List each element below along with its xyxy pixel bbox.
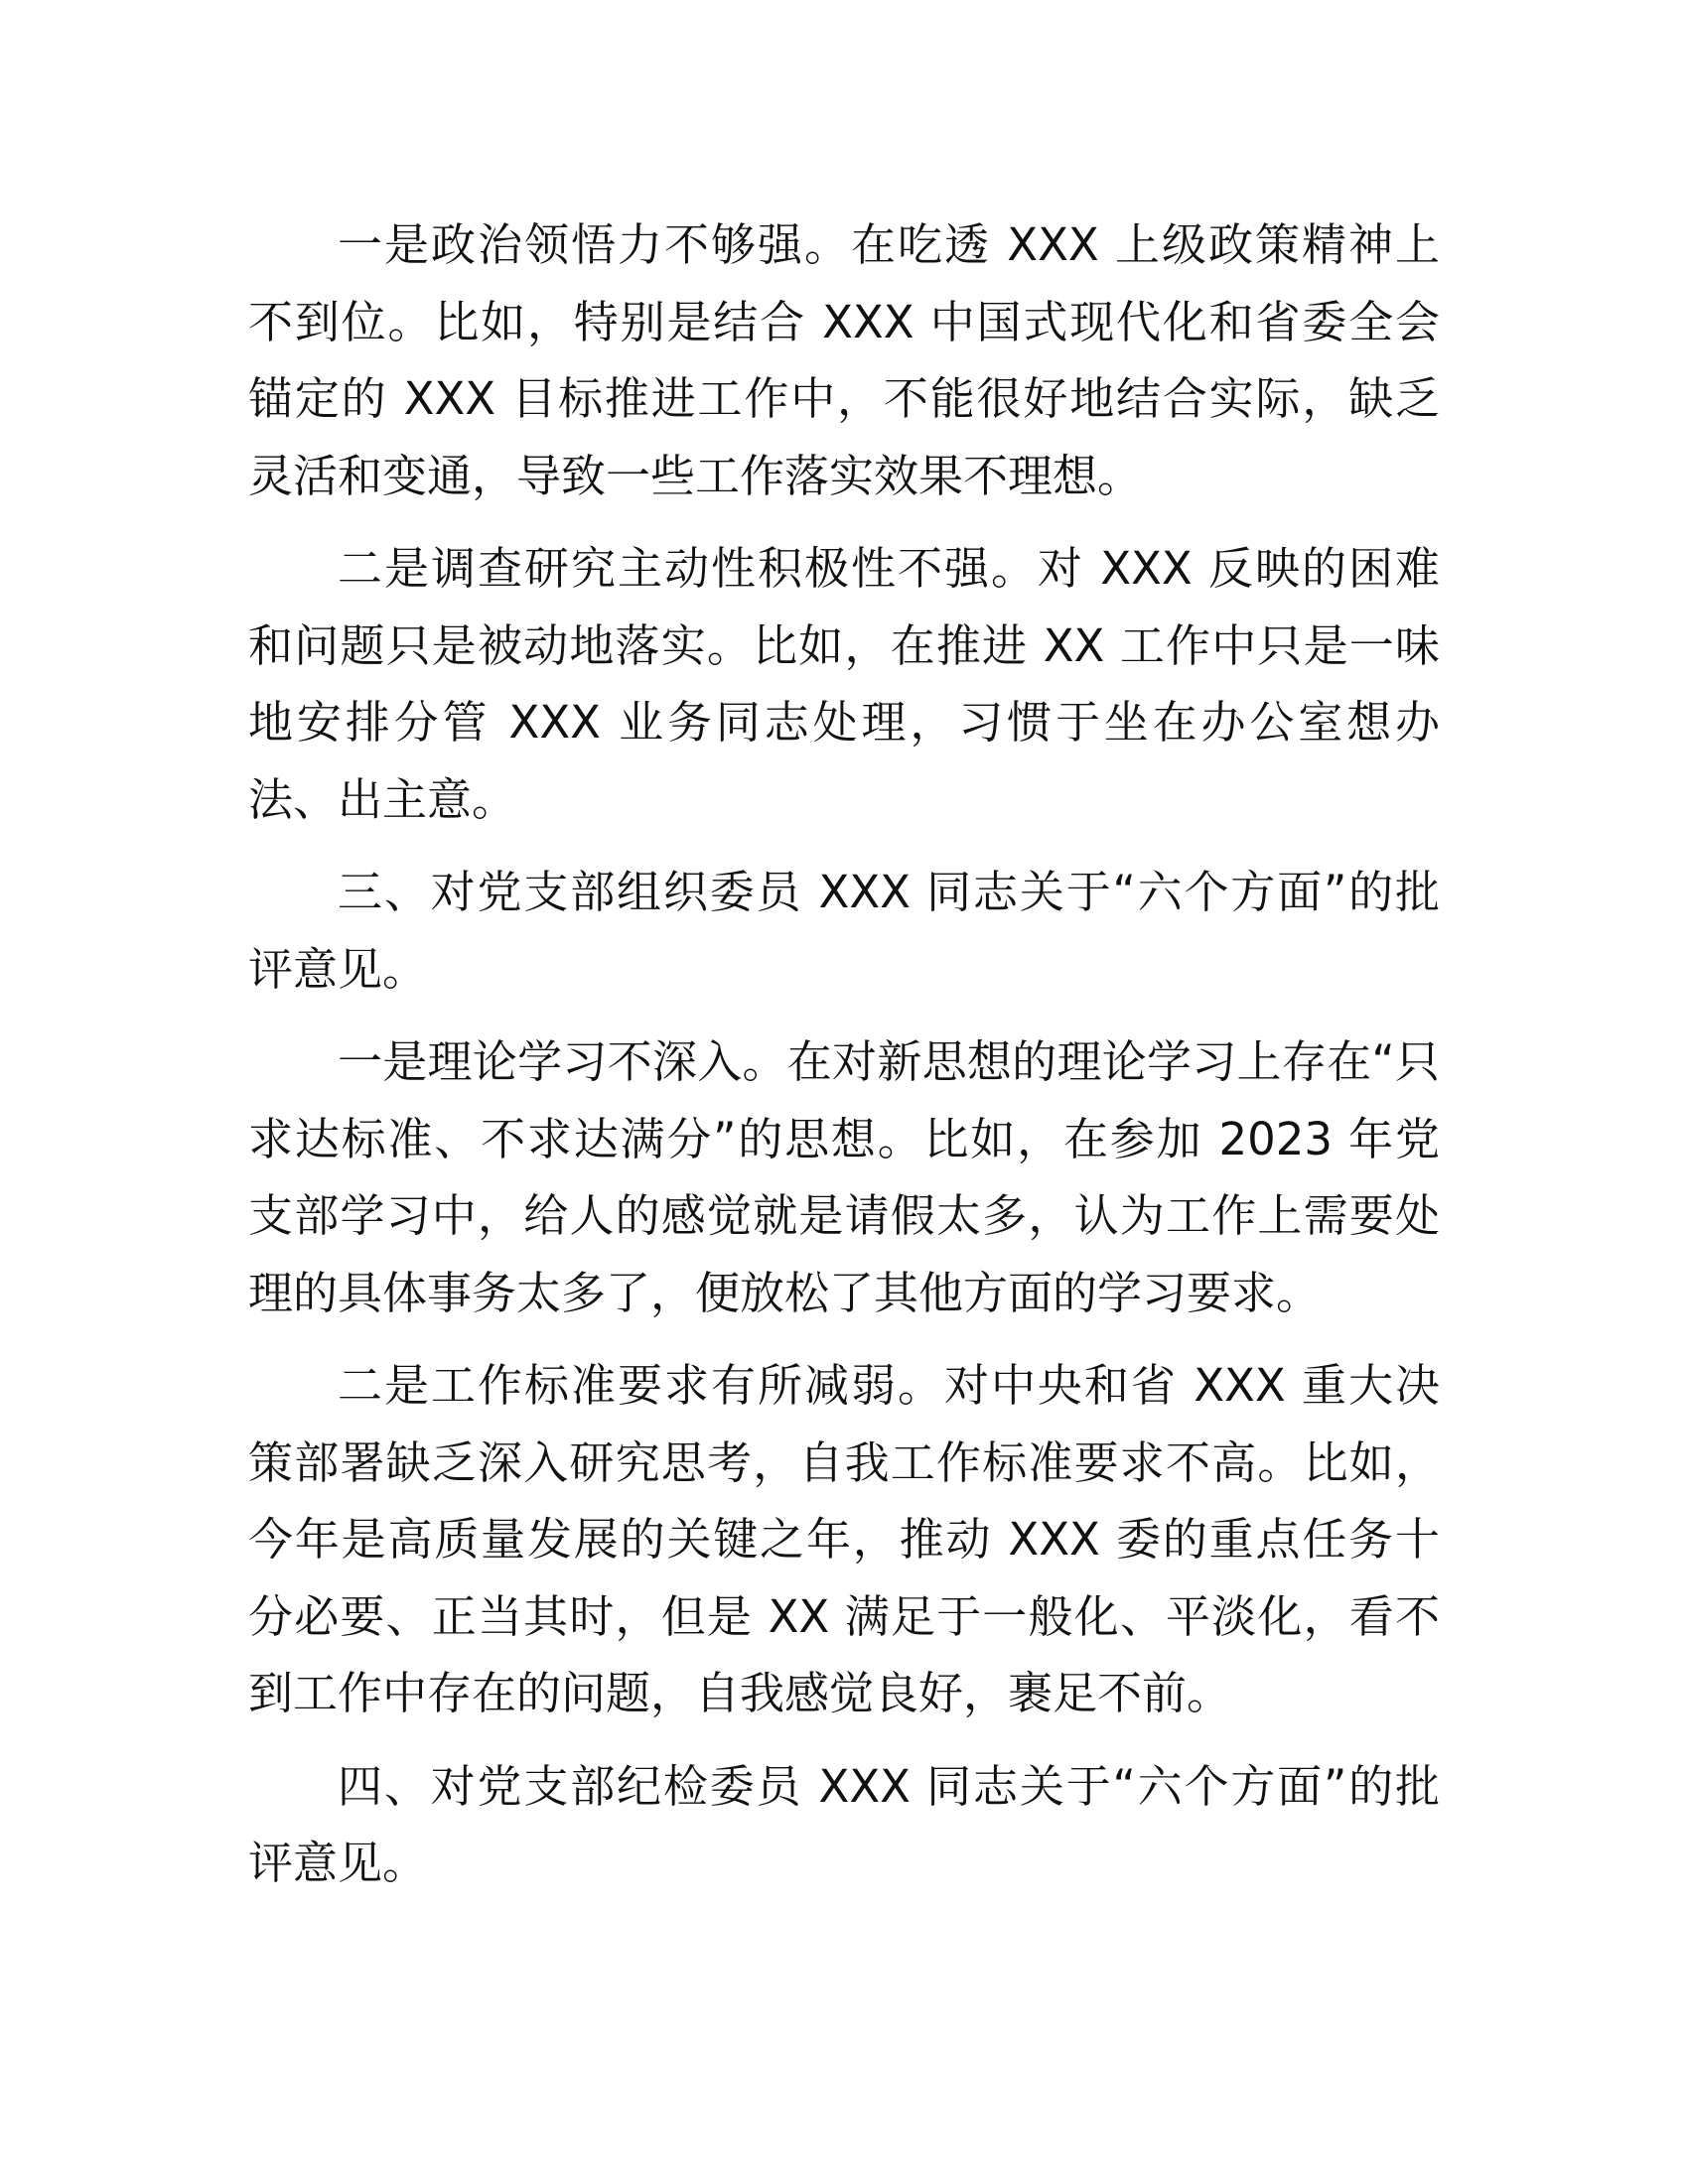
paragraph-theory-study: 一是理论学习不深入。在对新思想的理论学习上存在“只求达标准、不求达满分”的思想。比如，在参加 2023 年党支部学习中，给人的感觉就是请假太多，认为工作上需要处理的具体事务太多了，便放松了其他方面的学习要求。 [248, 1035, 1440, 1319]
document-body [248, 206, 1440, 1918]
section-heading-discipline-committee: 四、对党支部纪检委员 XXX 同志关于“六个方面”的批评意见。 [248, 1759, 1441, 1889]
section-heading-organization-committee: 三、对党支部组织委员 XXX 同志关于“六个方面”的批评意见。 [248, 866, 1441, 996]
paragraph-work-standards: 二是工作标准要求有所减弱。对中央和省 XXX 重大决策部署缺乏深入研究思考，自我工作标准要求不高。比如，今年是高质量发展的关键之年，推动 XXX 委的重点任务十分必要、正当其时，但是 XX 满足于一般化、平淡化，看不到工作中存在的问题，自我感觉良好，裹足不前。 [248, 1359, 1440, 1719]
paragraph-investigation-research: 二是调查研究主动性积极性不强。对 XXX 反映的困难和问题只是被动地落实。比如，在推进 XX 工作中只是一味地安排分管 XXX 业务同志处理，习惯于坐在办公室想办法、出主意。 [248, 542, 1440, 826]
paragraph-political-understanding: 一是政治领悟力不够强。在吃透 XXX 上级政策精神上不到位。比如，特别是结合 XXX 中国式现代化和省委全会锚定的 XXX 目标推进工作中，不能很好地结合实际，缺乏灵活和变通，导致一些工作落实效果不理想。 [248, 218, 1440, 502]
